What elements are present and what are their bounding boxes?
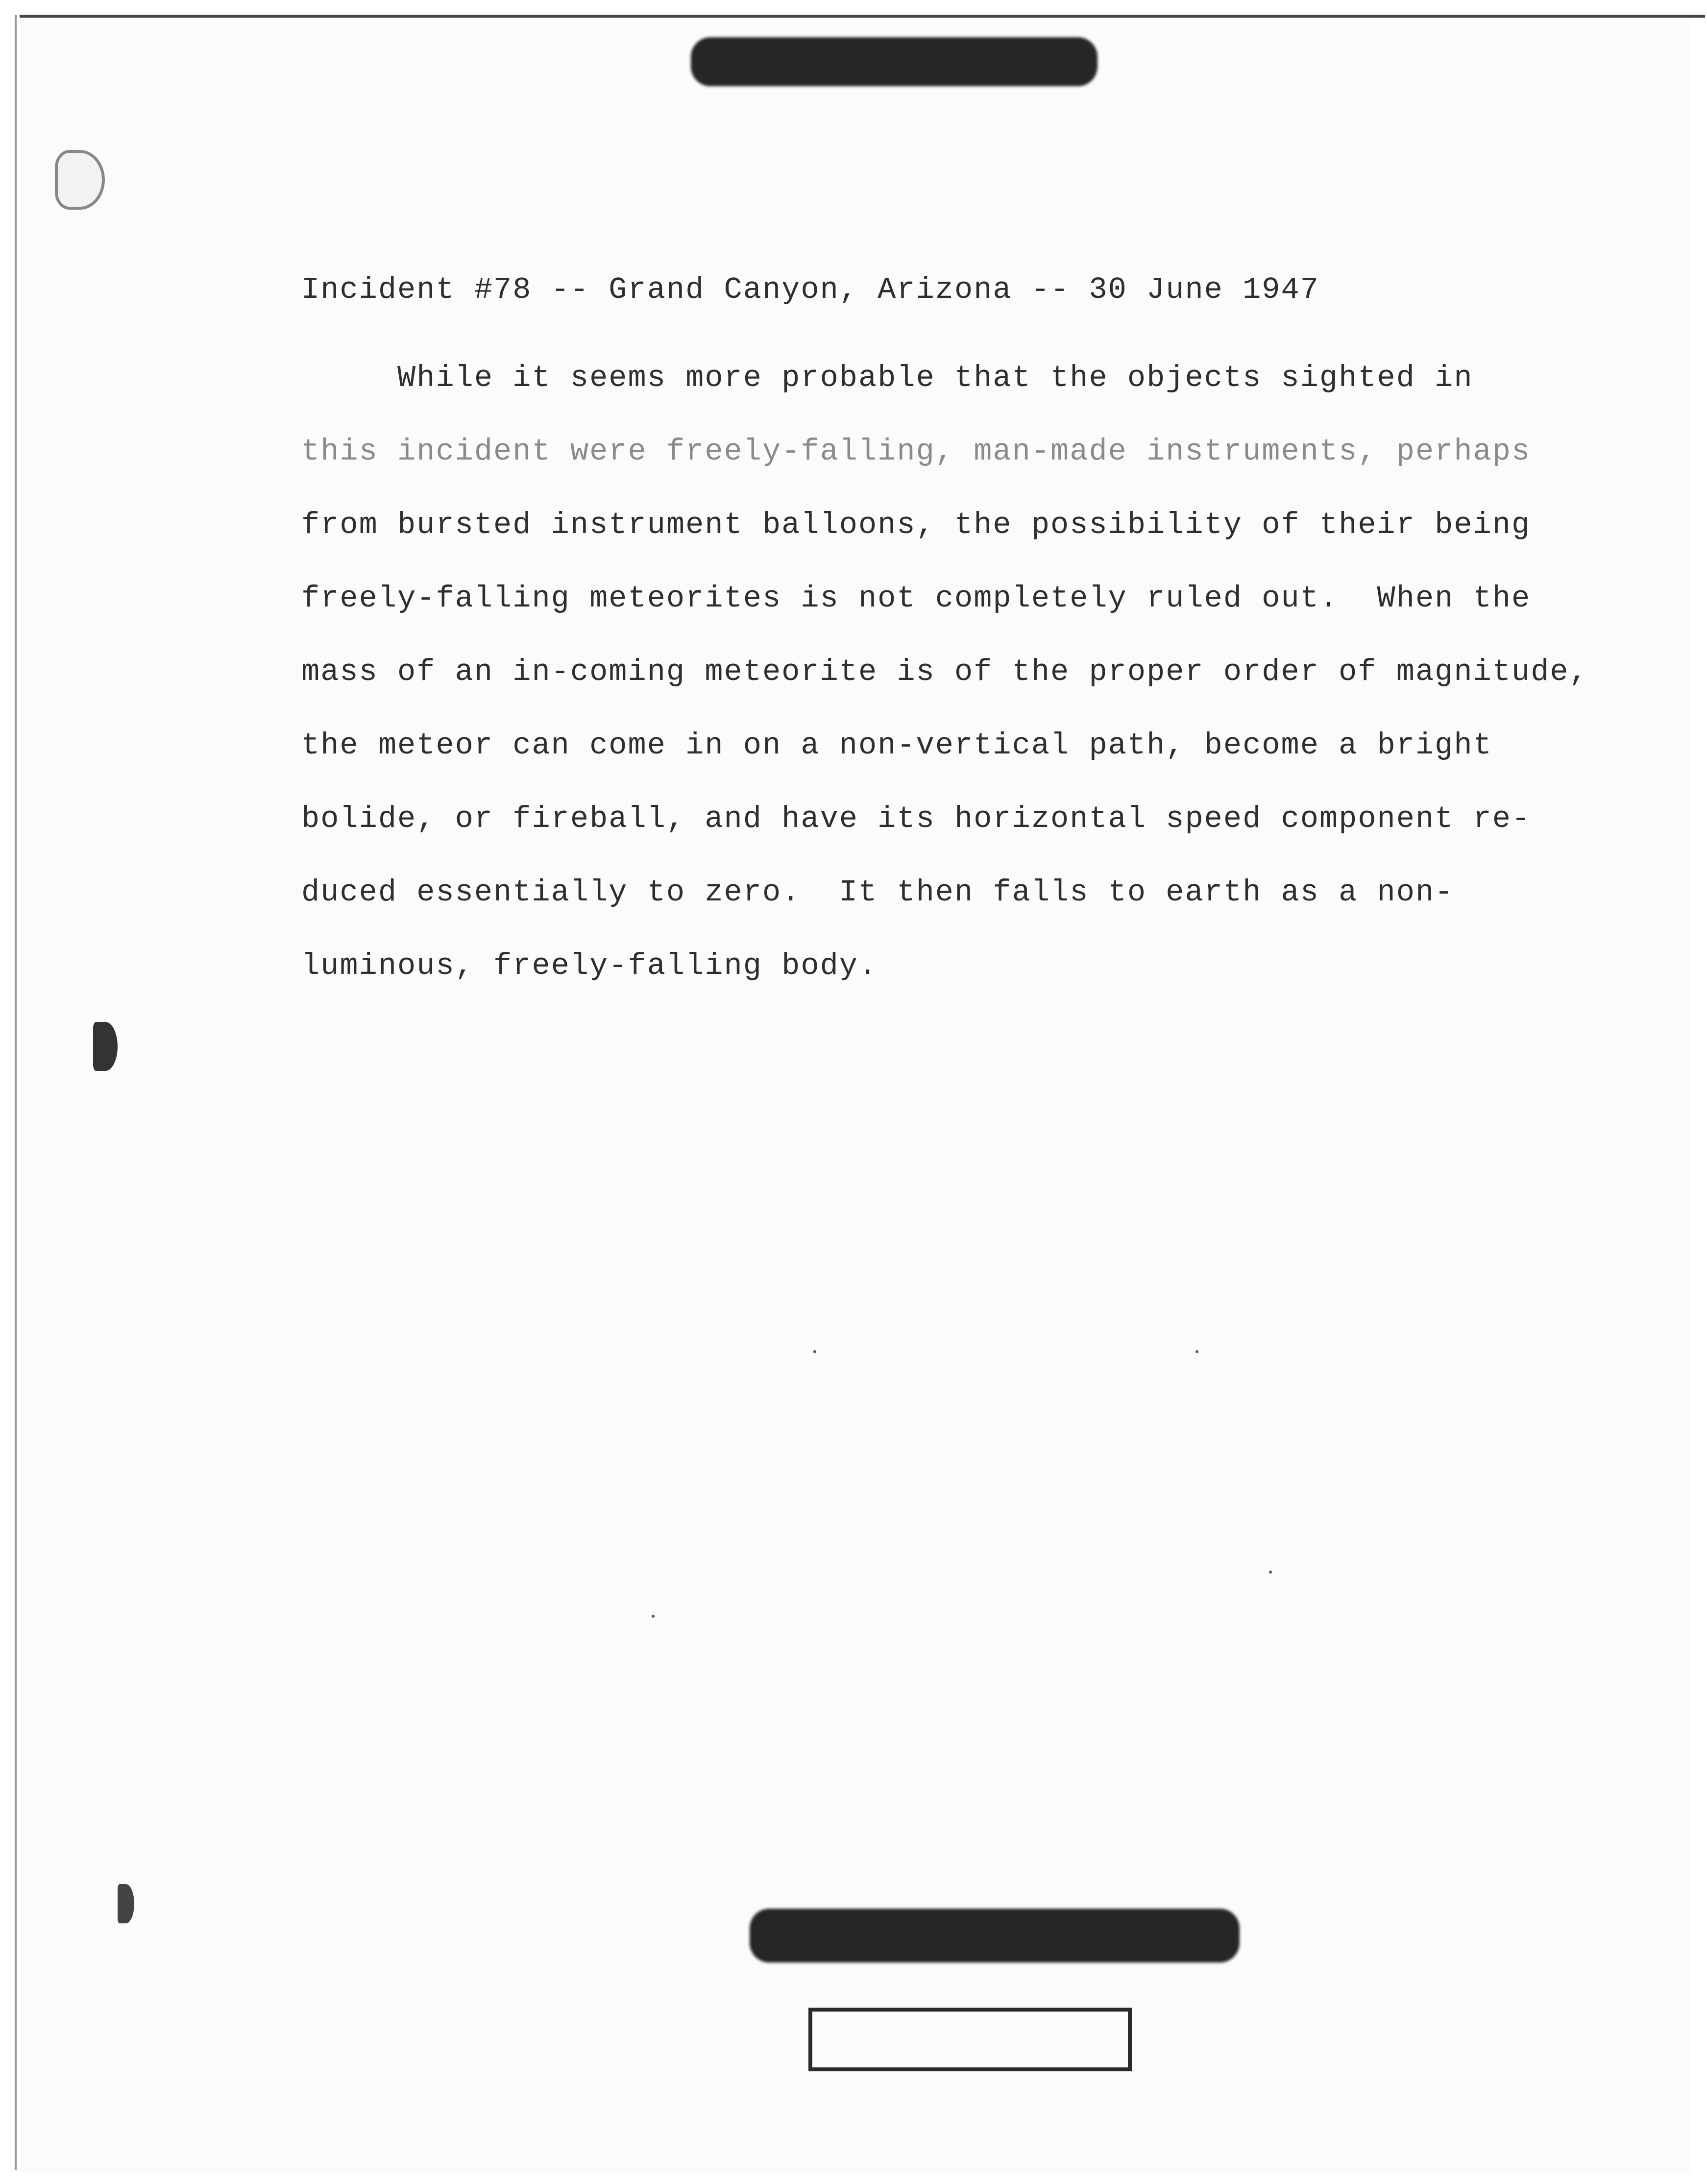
punch-hole-bottom bbox=[118, 1884, 134, 1923]
body-line-3: from bursted instrument balloons, the possibility of their being bbox=[301, 508, 1531, 542]
scan-speck bbox=[652, 1615, 655, 1618]
incident-heading: Incident #78 -- Grand Canyon, Arizona -- 30 June 1947 bbox=[301, 272, 1319, 307]
scan-border-left bbox=[15, 15, 17, 2170]
redaction-mark-top bbox=[691, 37, 1097, 86]
punch-hole-top bbox=[55, 150, 105, 210]
document-page bbox=[20, 18, 1690, 2173]
body-line-9: luminous, freely-falling body. bbox=[301, 948, 878, 983]
body-line-4: freely-falling meteorites is not completely ruled out. When the bbox=[301, 581, 1531, 616]
scan-speck bbox=[1195, 1350, 1198, 1353]
body-line-2: this incident were freely-falling, man-made instruments, perhaps bbox=[301, 434, 1531, 469]
scan-speck bbox=[1269, 1571, 1272, 1574]
body-line-6: the meteor can come in on a non-vertical path, become a bright bbox=[301, 728, 1492, 763]
body-line-1: While it seems more probable that the objects sighted in bbox=[301, 361, 1473, 395]
punch-hole-middle bbox=[93, 1022, 118, 1071]
scan-speck bbox=[813, 1350, 816, 1353]
redaction-mark-bottom bbox=[750, 1909, 1240, 1963]
body-line-7: bolide, or fireball, and have its horizontal speed component re- bbox=[301, 801, 1531, 836]
blank-stamp-box bbox=[808, 2008, 1132, 2071]
body-line-8: duced essentially to zero. It then falls to earth as a non- bbox=[301, 875, 1454, 910]
body-line-5: mass of an in-coming meteorite is of the proper order of magnitude, bbox=[301, 655, 1588, 689]
